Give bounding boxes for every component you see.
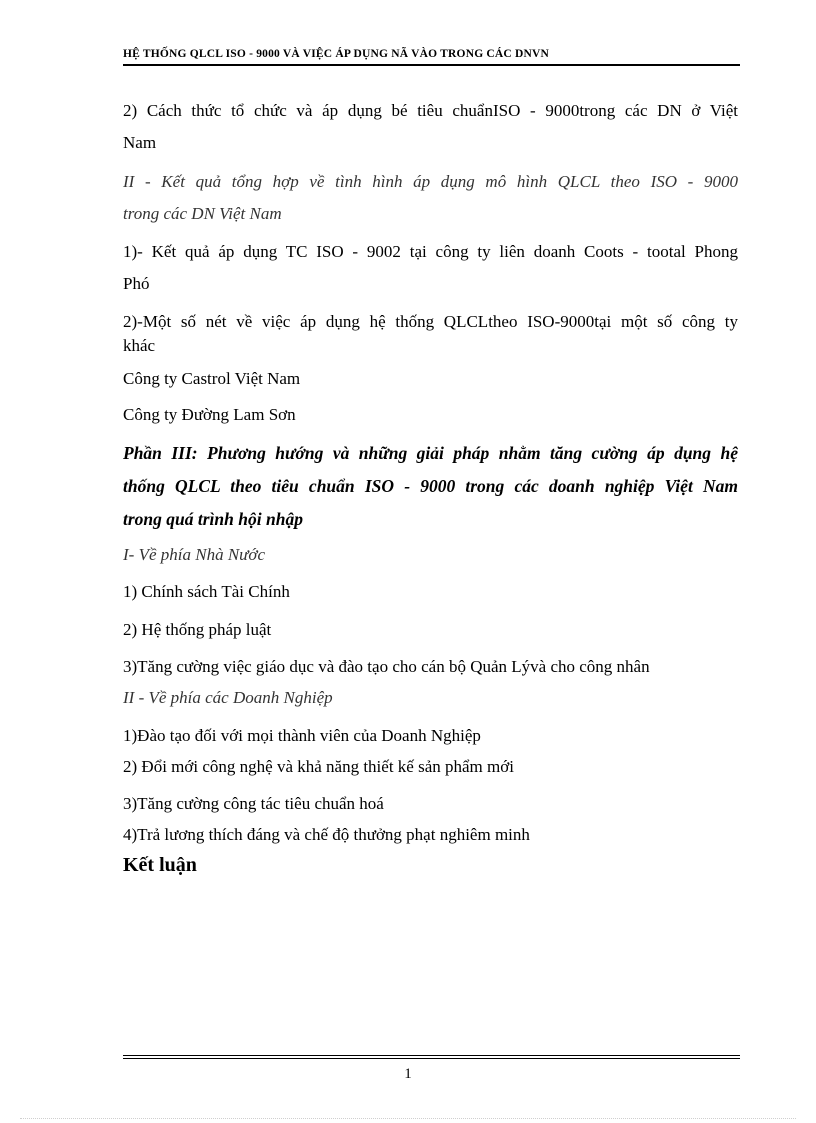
company-lam-son: Công ty Đường Lam Sơn: [123, 405, 296, 424]
section-state-heading: I- Về phía Nhà Nước: [123, 545, 266, 564]
enterprise-item-2: 2) Đổi mới công nghệ và khả năng thiết kế sản phẩm mới: [123, 757, 514, 776]
toc-item-1-line2: Phó: [123, 274, 150, 293]
state-item-1: 1) Chính sách Tài Chính: [123, 582, 290, 601]
enterprise-item-4: 4)Trả lương thích đáng và chế độ thưởng phạt nghiêm minh: [123, 825, 530, 844]
toc-item-1-line1: 1)- Kết quả áp dụng TC ISO - 9002 tại công ty liên doanh Coots - tootal Phong: [123, 242, 738, 261]
toc-item-2-line1: 2) Cách thức tổ chức và áp dụng bé tiêu chuẩnISO - 9000trong các DN ở Việt: [123, 101, 738, 120]
toc-item-2b-line1: 2)-Một số nét về việc áp dụng hệ thống QLCLtheo ISO-9000tại một số công ty: [123, 312, 738, 331]
state-item-3: 3)Tăng cường việc giáo dục và đào tạo cho cán bộ Quản Lývà cho công nhân: [123, 657, 650, 676]
header-rule: [123, 64, 740, 66]
footer-rule: [123, 1055, 740, 1056]
enterprise-item-1: 1)Đào tạo đối với mọi thành viên của Doanh Nghiệp: [123, 726, 481, 745]
section-enterprise-heading: II - Về phía các Doanh Nghiệp: [123, 688, 333, 707]
section-ii-heading-line2: trong các DN Việt Nam: [123, 204, 282, 223]
toc-item-2b-line2: khác: [123, 336, 156, 355]
state-item-2: 2) Hệ thống pháp luật: [123, 620, 272, 639]
enterprise-item-3: 3)Tăng cường công tác tiêu chuẩn hoá: [123, 794, 384, 813]
part-iii-heading-line3: trong quá trình hội nhập: [123, 509, 303, 529]
conclusion-heading: Kết luận: [123, 854, 197, 876]
toc-item-2-line2: Nam: [123, 133, 157, 152]
section-ii-heading-line1: II - Kết quả tổng hợp về tình hình áp dụng mô hình QLCL theo ISO - 9000: [123, 172, 738, 191]
part-iii-heading-line1: Phần III: Phương hướng và những giải pháp nhằm tăng cường áp dụng hệ: [123, 443, 738, 463]
running-header: HỆ THỐNG QLCL ISO - 9000 VÀ VIỆC ÁP DỤNG NÃ VÀO TRONG CÁC DNVN: [123, 48, 550, 60]
page-edge-dots: [20, 1118, 796, 1119]
footer-rule-secondary: [123, 1058, 740, 1059]
page-number: 1: [404, 1066, 412, 1082]
part-iii-heading-line2: thống QLCL theo tiêu chuẩn ISO - 9000 trong các doanh nghiệp Việt Nam: [123, 476, 738, 496]
company-castrol: Công ty Castrol Việt Nam: [123, 369, 301, 388]
